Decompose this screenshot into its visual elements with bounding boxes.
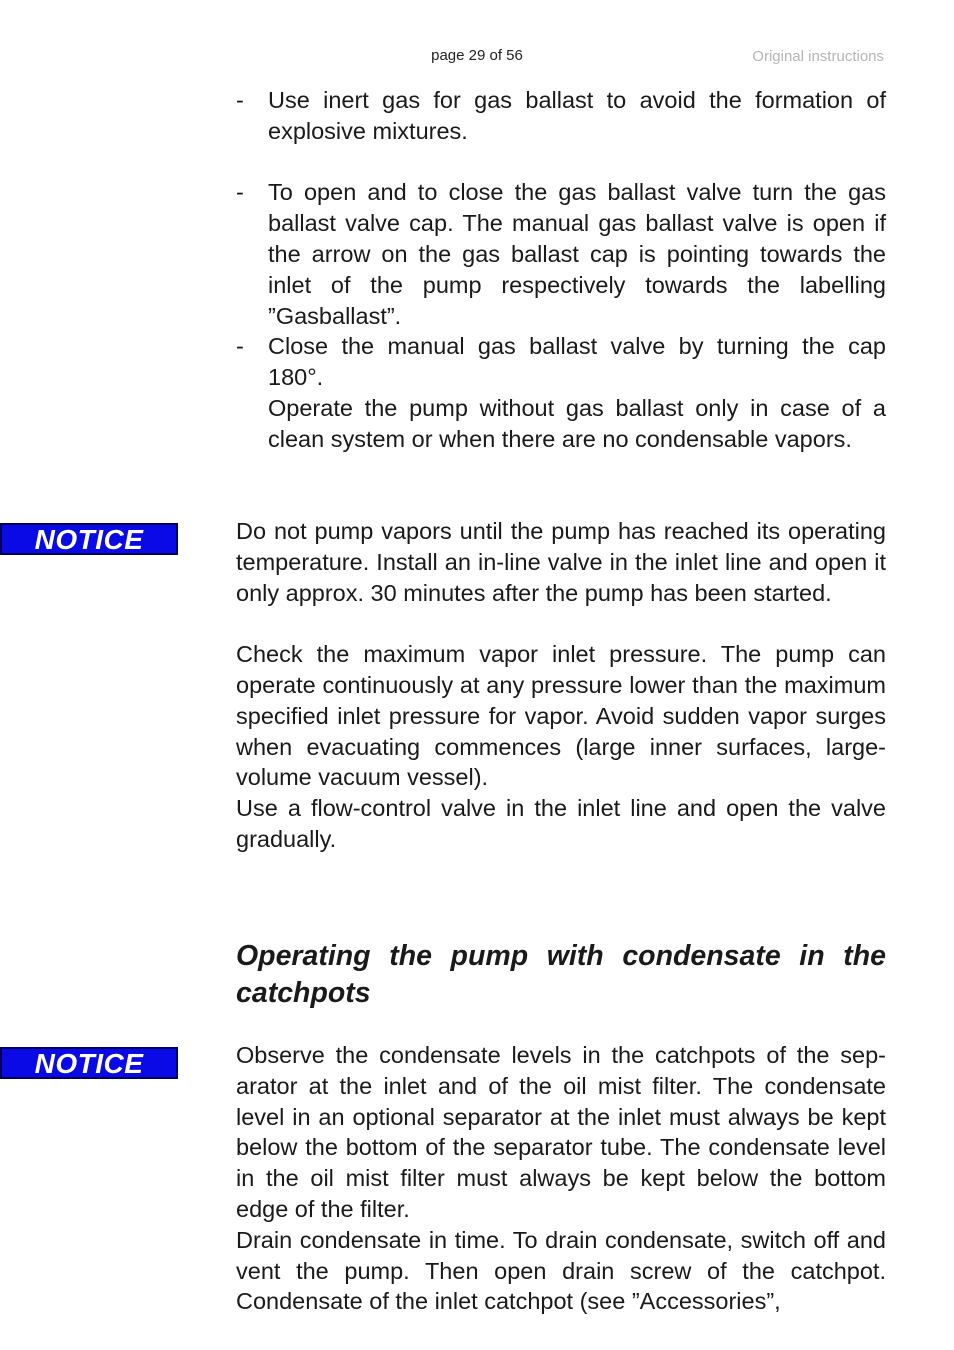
doc-label: Original instructions xyxy=(752,48,884,65)
list-item-text: To open and to close the gas ballast valve turn the gas ballast valve cap. The manual gas ballast valve is open if the arrow on the gas ballast cap is pointing towards the inlet of the pump respectively towards the labelling ”Gasballast”. xyxy=(268,179,886,329)
bullet-dash: - xyxy=(236,333,244,360)
notice-section-2 xyxy=(236,1040,886,1317)
paragraph: Check the maximum vapor inlet pressure. The pump can operate continuously at any pressure lower than the maximum specified inlet pressure for vapor. Avoid sudden vapor surges when evacuating commences (large inner surfaces, large-volume vacuum vessel). xyxy=(236,641,886,791)
paragraph: Use a flow-control valve in the inlet line and open the valve gradually. xyxy=(236,795,886,852)
page-number: page 29 of 56 xyxy=(431,47,523,64)
list-item xyxy=(236,331,886,454)
list-item xyxy=(236,177,886,331)
bullet-dash: - xyxy=(236,179,244,206)
section-heading: Operating the pump with condensate in the catchpots xyxy=(236,940,886,1009)
bullet-list xyxy=(236,85,886,455)
paragraph: Do not pump vapors until the pump has reached its operating temperature. Install an in-line valve in the inlet line and open it only approx. 30 minutes after the pump has been started. xyxy=(236,518,886,606)
list-item-text: Use inert gas for gas ballast to avoid the formation of explosive mixtures. xyxy=(268,87,886,144)
paragraph: Observe the condensate levels in the catchpots of the separator at the inlet and of the oil mist filter. The condensate level in an optional separator at the inlet must always be kept below the bottom of the separator tube. The condensate level in the oil mist filter must always be kept below the bottom edge of the filter. xyxy=(236,1042,886,1222)
bullet-dash: - xyxy=(236,87,244,113)
notice-badge: NOTICE xyxy=(0,1047,178,1079)
notice-section-1 xyxy=(236,516,886,855)
notice-badge: NOTICE xyxy=(0,523,178,555)
list-item-continuation: Operate the pump without gas ballast only in case of a clean system or when there are no condensable vapors. xyxy=(268,394,886,452)
list-item xyxy=(236,85,886,147)
paragraph: Drain condensate in time. To drain condensate, switch off and vent the pump. Then open drain screw of the catchpot. Condensate of the inlet catchpot (see ”Accessories”, xyxy=(236,1226,886,1315)
list-item-text: Close the manual gas ballast valve by turning the cap 180°. xyxy=(268,333,886,391)
